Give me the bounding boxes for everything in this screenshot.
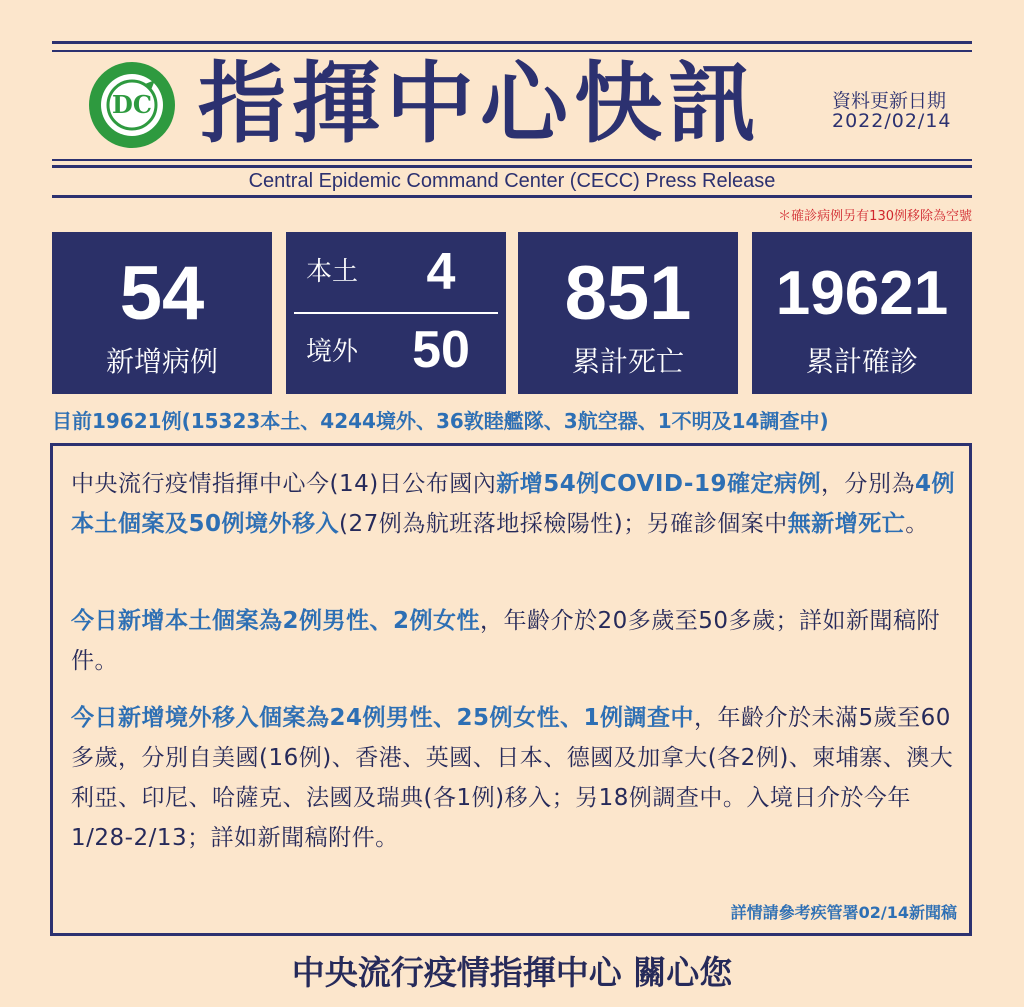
footer-slogan: 中央流行疫情指揮中心 關心您	[291, 953, 733, 992]
highlighted-text: 新增54例COVID-19確定病例	[496, 471, 821, 497]
highlighted-text: 無新增死亡	[787, 511, 906, 537]
deaths-label: 累計死亡	[571, 345, 684, 378]
divider	[294, 312, 498, 314]
body-text: (27例為航班落地採檢陽性)；另確診個案中	[339, 511, 788, 537]
new-cases-value: 54	[119, 251, 205, 336]
body-text: ，年齡介於20多歲至50多歲；詳如新聞稿附件。	[71, 608, 941, 674]
body-text: ，分別為	[820, 471, 915, 497]
imported-label: 境外	[306, 337, 359, 367]
body-text: ，年齡介於未滿5歲至60多歲，分別自美國(16例)、香港、英國、日本、德國及加拿大(各2例)、柬埔寨、澳大利亞、印尼、哈薩克、法國及瑞典(各1例)移入；另18例調查中。入境日介於今年1/28-2/13；詳如新聞稿附件。	[71, 705, 954, 851]
total-cases-value: 19621	[775, 259, 949, 328]
body-text: 中央流行疫情指揮中心今(14)日公布國內	[71, 471, 497, 497]
update-date: 2022/02/14	[832, 110, 952, 132]
local-label: 本土	[306, 257, 359, 287]
header-rule	[52, 41, 972, 44]
cdc-logo	[87, 60, 177, 150]
total-cases-label: 累計確診	[805, 345, 918, 378]
subtitle: Central Epidemic Command Center (CECC) Press Release	[248, 170, 776, 192]
imported-value: 50	[412, 321, 470, 379]
paragraph-overview	[71, 464, 955, 544]
highlighted-text: 今日新增境外移入個案為24例男性、25例女性、1例調查中	[71, 705, 695, 731]
reference-note: 詳情請參考疾管署02/14新聞稿	[730, 903, 957, 922]
paragraph-imported	[71, 698, 955, 858]
page-title: 指揮中心快訊	[198, 52, 763, 155]
highlighted-text: 今日新增本土個案為2例男性、2例女性	[71, 608, 481, 634]
header-rule	[52, 159, 972, 161]
update-label: 資料更新日期	[832, 90, 947, 112]
paragraph-local	[71, 601, 955, 681]
press-body-panel	[50, 443, 972, 936]
total-cases-card	[752, 232, 972, 394]
removed-cases-note: ＊確診病例另有130例移除為空號	[778, 209, 972, 224]
highlighted-text: 4例本土個案及50例境外移入	[71, 471, 955, 537]
svg-text:DC: DC	[112, 90, 152, 119]
header-rule	[52, 195, 972, 198]
deaths-card	[518, 232, 738, 394]
new-cases-label: 新增病例	[105, 345, 218, 378]
new-cases-card	[52, 232, 272, 394]
case-split-card	[286, 232, 506, 394]
local-value: 4	[426, 243, 456, 301]
case-summary: 目前19621例(15323本土、4244境外、36敦睦艦隊、3航空器、1不明及14調查中)	[52, 409, 829, 433]
deaths-value: 851	[564, 251, 692, 336]
body-text: 。	[905, 511, 929, 537]
